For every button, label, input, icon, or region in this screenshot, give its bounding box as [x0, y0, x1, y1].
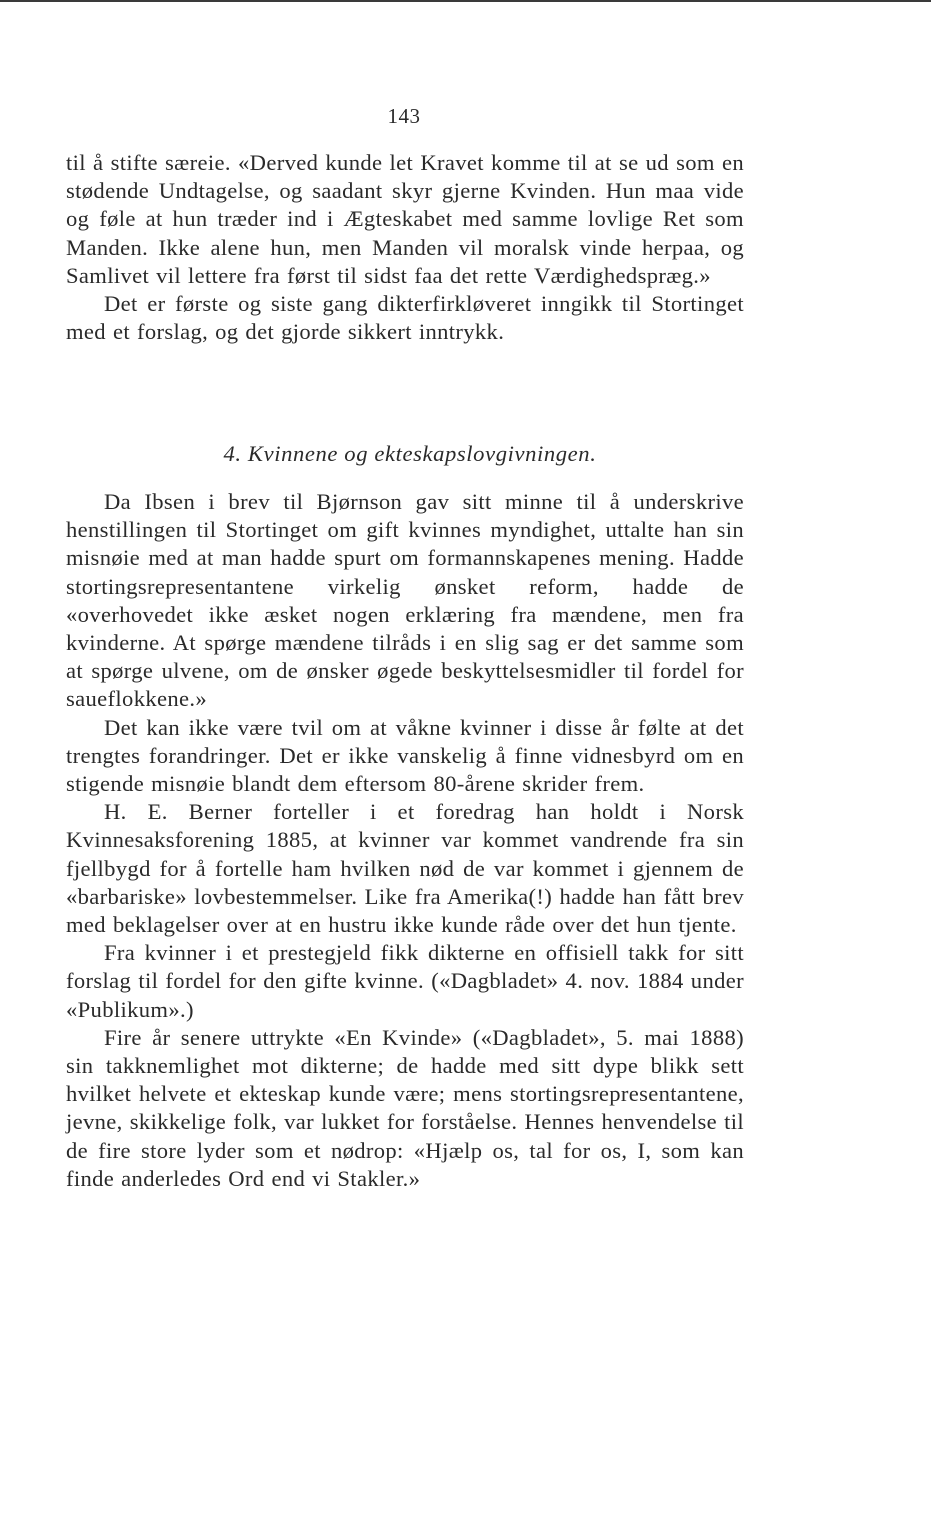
page-number: 143: [387, 104, 421, 128]
paragraph: Fire år senere uttrykte «En Kvinde» («Dagbladet», 5. mai 1888) sin takknemlighet mot dikterne; de hadde med sitt dype blikk sett hvilket helvete et ekteskap kunde være; mens stortingsrepresentantene, jevne, skikkelige folk, var lukket for forståelse. Hennes henvendelse til de fire store lyder som et nødrop: «Hjælp os, tal for os, I, som kan finde anderledes Ord end vi Stakler.»: [66, 1024, 744, 1191]
section-body: [66, 488, 744, 1193]
scan-top-edge: [0, 0, 931, 2]
paragraph: Det kan ikke være tvil om at våkne kvinner i disse år følte at det trengtes forandringer. Det er ikke vanskelig å finne vidnesbyrd om en stigende misnøie blandt dem eftersom 80-årene skrider frem.: [66, 714, 744, 797]
paragraph: Fra kvinner i et prestegjeld fikk dikterne en offisiell takk for sitt forslag til fordel for den gifte kvinne. («Dagbladet» 4. nov. 1884 under «Publikum».): [66, 940, 744, 1022]
paragraph: til å stifte særeie. «Derved kunde let Kravet komme til at se ud som en stødende Undtagelse, og saadant skyr gjerne Kvinden. Hun maa vide og føle at hun træder ind i Ægteskabet med samme lovlige Ret som Manden. Ikke alene hun, men Manden vil moralsk vinde herpaa, og Samlivet vil lettere fra først til sidst faa det rette Værdighedspræg.»: [66, 150, 744, 288]
paragraph: H. E. Berner forteller i et foredrag han holdt i Norsk Kvinnesaksforening 1885, at kvinner var kommet vandrende fra sin fjellbygd for å fortelle ham hvilken nød de var kommet i gjennem de «barbariske» lovbestemmelser. Like fra Amerika(!) hadde han fått brev med beklagelser over at en hustru ikke kunde råde over det hun tjente.: [66, 799, 744, 938]
paragraph: Det er første og siste gang dikterfirkløveret inngikk til Stortinget med et forslag, og det gjorde sikkert inntrykk.: [66, 291, 744, 345]
section-heading: 4. Kvinnene og ekteskapslovgivningen.: [223, 441, 597, 466]
continuation-text: [66, 149, 744, 346]
paragraph: Da Ibsen i brev til Bjørnson gav sitt minne til å underskrive henstillingen til Stortinget om gift kvinnes myndighet, uttalte han sin misnøie med at man hadde spurt om formannskapenes mening. Hadde stortingsrepresentantene virkelig ønsket reform, hadde de «overhovedet ikke æsket nogen erklæring fra mændene, men fra kvinderne. At spørge mændene tilråds i en slig sag er det samme som at spørge ulvene, om de ønsker øgede beskyttelsesmidler til fordel for saueflokkene.»: [66, 489, 744, 712]
